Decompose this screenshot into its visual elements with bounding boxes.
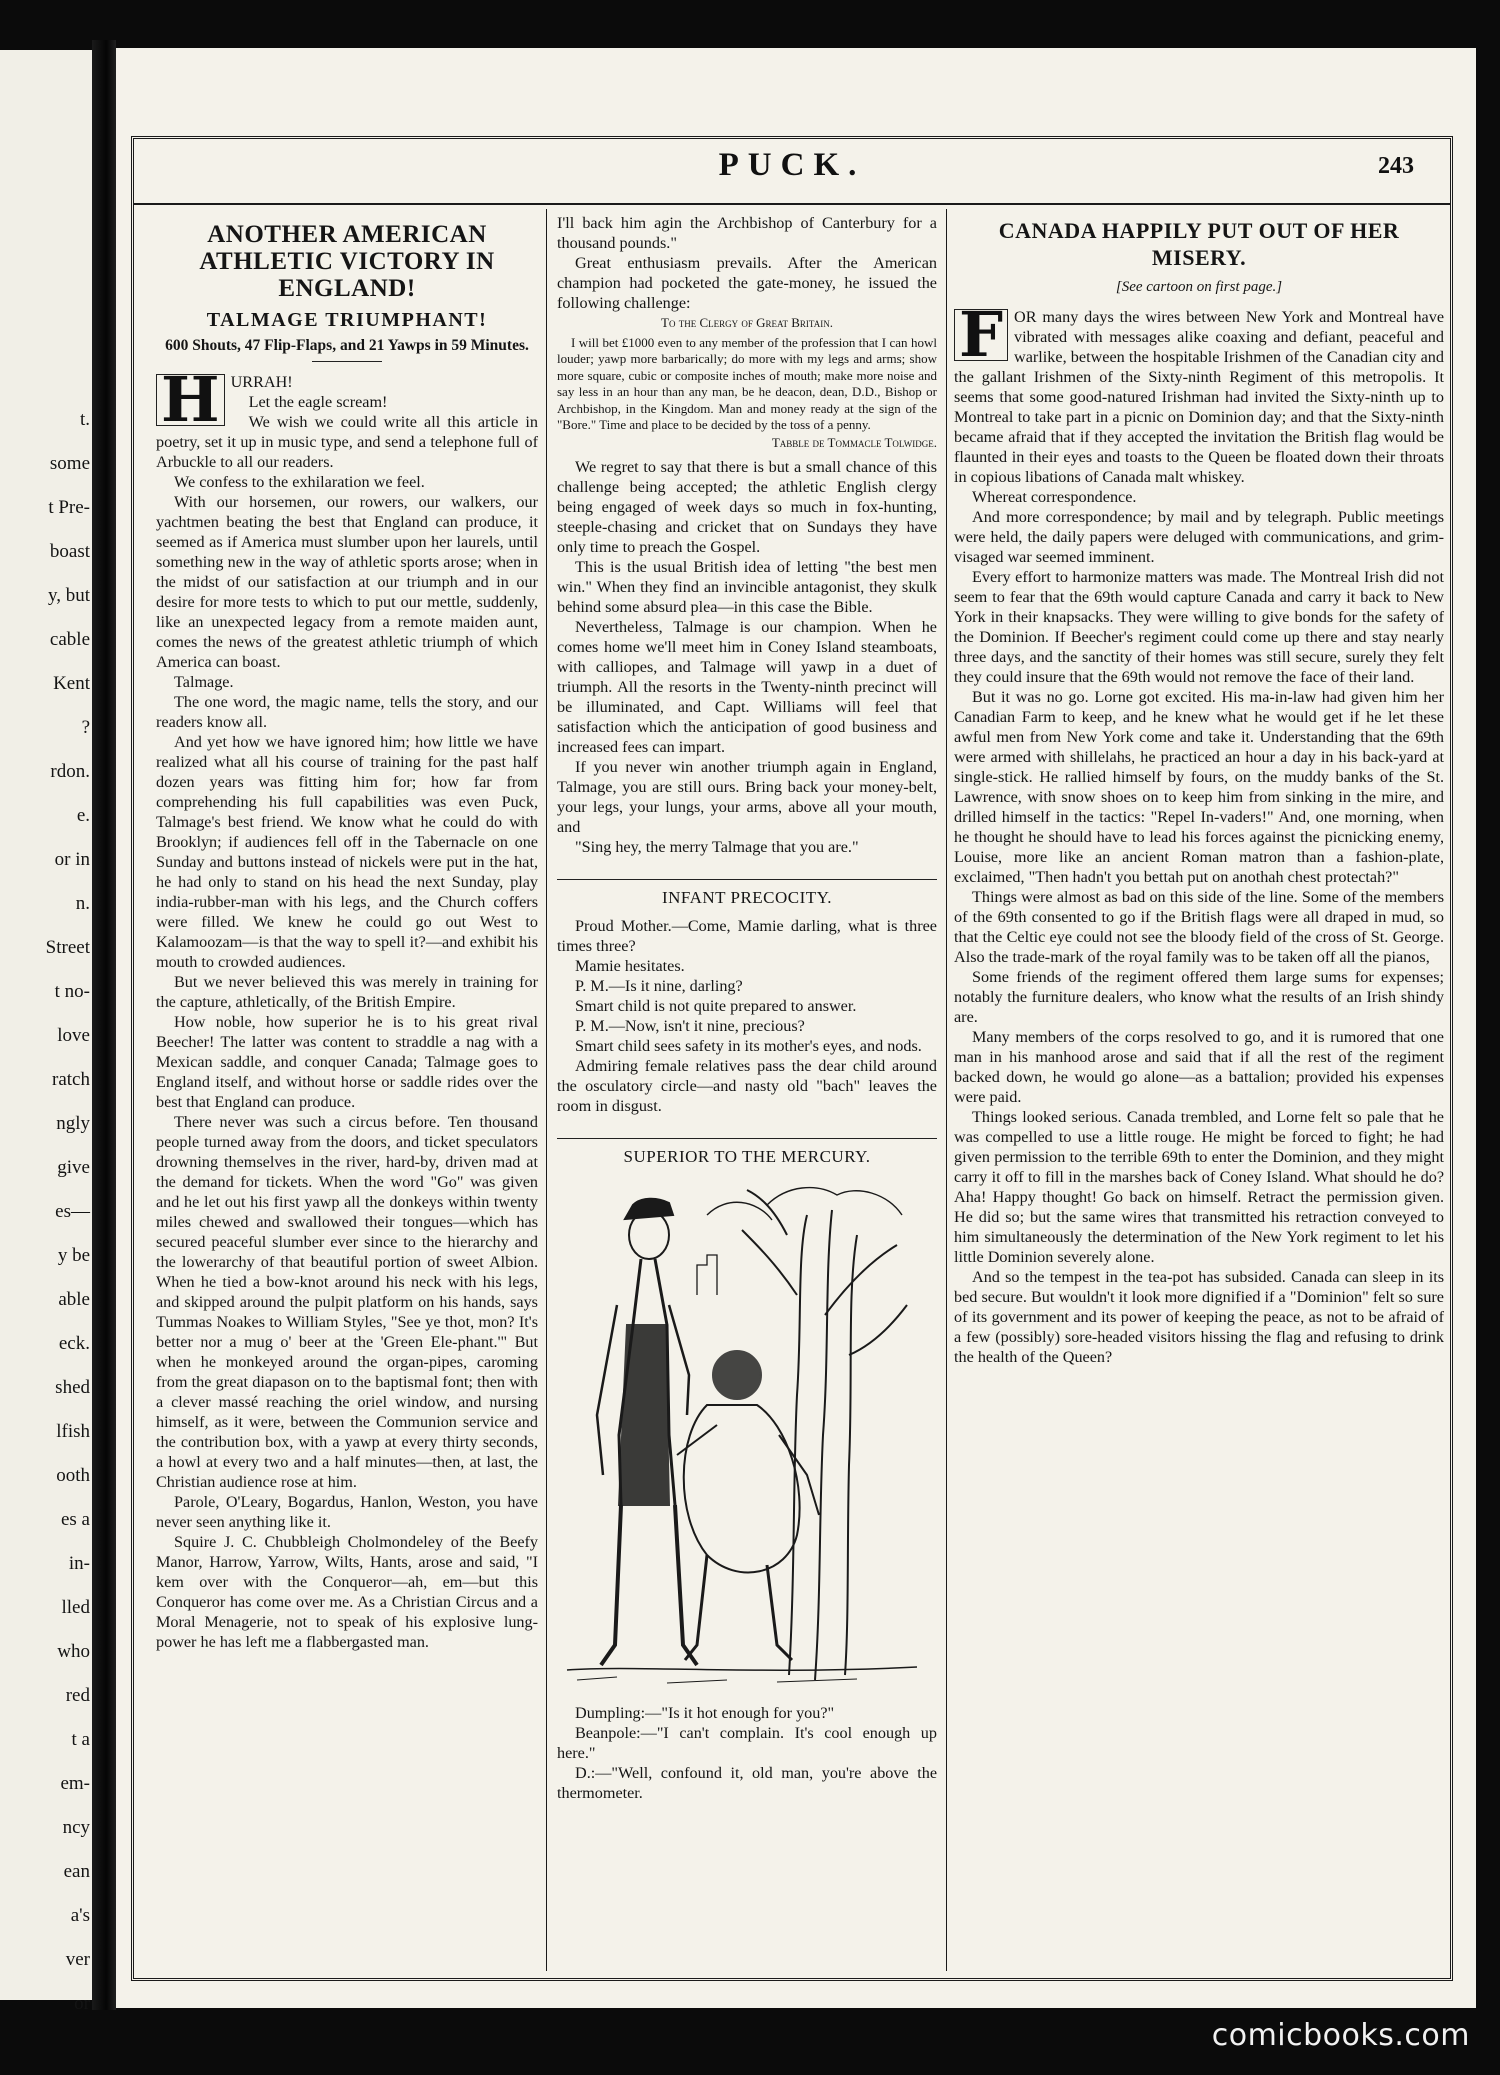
paragraph: Whereat correspondence.	[972, 488, 1137, 506]
adjacent-page-fragment: some	[49, 453, 90, 474]
adjacent-page-fragment: boast	[49, 541, 90, 562]
adjacent-page-fragment: ?	[81, 717, 90, 738]
paragraph: Some friends of the regiment offered them large sums for expenses; notably the furniture dealers, who know what the results of an Irish shindy are.	[954, 968, 1444, 1026]
adjacent-page-fragment: a's	[70, 1905, 90, 1926]
paragraph: Things were almost as bad on this side of the line. Some of the members of the 69th consented to go if the British flags were all draped in mud, so that the Celtic eye could not see the bloody field of the cross of St. George. Also the trade-mark of the royal family was to be taken off all the pianos,	[954, 888, 1444, 966]
cartoon-illustration	[557, 1175, 927, 1695]
drop-cap-h: H	[156, 374, 225, 426]
section-divider	[557, 1138, 937, 1139]
paragraph: We wish we could write all this article in poetry, set it up in music type, and send a telephone full of Arbuckle to all our readers.	[156, 413, 538, 471]
column-middle	[557, 213, 937, 1965]
paragraph: If you never win another triumph again in England, Talmage, you are still ours. Bring back your money-belt, your legs, your lungs, your arms, above all your mouth, and	[557, 758, 937, 836]
talmage-body	[156, 392, 538, 1652]
adjacent-page-fragment: ver	[65, 1949, 90, 1970]
paragraph: But we never believed this was merely in training for the capture, athletically, of the British Empire.	[156, 973, 538, 1011]
paragraph: Nevertheless, Talmage is our champion. When he comes home we'll meet him in Coney Island steamboats, with calliopes, and Talmage will yawp in a duet of triumph. All the resorts in the Twenty-ninth precinct will be illuminated, and Capt. Williams will feel that satisfaction which the anticipation of good business and increased fees can impart.	[557, 618, 937, 756]
divider	[312, 361, 382, 362]
paragraph: Squire J. C. Chubbleigh Cholmondeley of the Beefy Manor, Harrow, Yarrow, Wilts, Hants, arose and said, "I kem over with the Conqueror—ah, em—but this Conqueror has come over me. As a Christian Circus and a Moral Menagerie, not to speak of his explosive lung-power he has left me a flabbergasted man.	[156, 1533, 538, 1651]
paragraph: How noble, how superior he is to his great rival Beecher! The latter was content to straddle a nag with a Mexican saddle, and conquer Canada; Talmage goes to England itself, and without horse or saddle rides over the best that England can produce.	[156, 1013, 538, 1111]
challenge-block	[557, 315, 937, 451]
subhead-talmage: TALMAGE TRIUMPHANT!	[206, 309, 488, 331]
adjacent-page-strip	[0, 50, 94, 2014]
dialogue-line: Proud Mother.—Come, Mamie darling, what is three times three?	[557, 917, 937, 955]
masthead	[134, 139, 1450, 205]
adjacent-page-fragment: Street	[45, 937, 90, 958]
adjacent-page-fragment: t a	[71, 1729, 90, 1750]
paragraph: Many members of the corps resolved to go, and it is rumored that one man in his manhood arose and said that if all the rest of the regiment backed down, he would go alone—as a battalion; provided his expenses were paid.	[954, 1028, 1444, 1106]
paragraph: Parole, O'Leary, Bogardus, Hanlon, Weston, you have never seen anything like it.	[156, 1493, 538, 1531]
paragraph: And more correspondence; by mail and by telegraph. Public meetings were held, the daily papers were deluged with communications, and grim-visaged war seemed imminent.	[954, 508, 1444, 566]
paragraph: This is the usual British idea of letting "the best men win." When they find an invincible antagonist, they skulk behind some absurd plea—in this case the Bible.	[557, 558, 937, 616]
paragraph: Every effort to harmonize matters was made. The Montreal Irish did not seem to fear that the 69th would capture Canada and carry it back to New York in their knapsacks. They were willing to give bonds for the safety of the Dominion. If Beecher's regiment could come up there and stay nearly three days, and the sanctity of their homes was still secure, surely they felt they could insure that the 69th would not remove the face of their land.	[954, 568, 1444, 686]
adjacent-page-fragment: ngly	[56, 1113, 90, 1134]
deck-shouts: 600 Shouts, 47 Flip-Flaps, and 21 Yawps in 59 Minutes.	[165, 337, 529, 354]
dialogue-line: Mamie hesitates.	[575, 957, 685, 975]
adjacent-page-fragment: rdon.	[50, 761, 90, 782]
first-line: URRAH!	[230, 373, 293, 391]
adjacent-page-fragment: red	[65, 1685, 90, 1706]
paragraph: With our horsemen, our rowers, our walkers, our yachtmen beating the best that England can produce, it seemed as if America must slumber upon her laurels, until something new in the way of athletic sports arose; when in the midst of our satisfaction at our triumph and in our desire for more tests to which to put our mettle, suddenly, like an unexpected legacy from a remote maiden aunt, comes the news of the greatest athletic triumph of which America can boast.	[156, 493, 538, 671]
adjacent-page-fragment: ean	[63, 1861, 90, 1882]
watermark: comicbooks.com	[1211, 2018, 1470, 2053]
dialogue-line: P. M.—Is it nine, darling?	[575, 977, 743, 995]
caption-line: Dumpling:—"Is it hot enough for you?"	[575, 1704, 835, 1722]
adjacent-page-fragment: or in	[54, 849, 90, 870]
adjacent-page-fragment: es—	[55, 1201, 90, 1222]
adjacent-page-fragment: who	[57, 1641, 90, 1662]
paragraph: And so the tempest in the tea-pot has subsided. Canada can sleep in its bed secure. But wouldn't it look more dignified if a "Dominion" felt so sure of its government and its power of keeping the peace, as not to be afraid of a few (possibly) sore-headed visitors hissing the flag and refusing to drink the health of the Queen?	[954, 1268, 1444, 1366]
adjacent-page-fragment: lled	[61, 1597, 90, 1618]
mercury-title: SUPERIOR TO THE MERCURY.	[623, 1147, 871, 1166]
drop-cap-f: F	[954, 309, 1008, 361]
paragraph: We confess to the exhilaration we feel.	[174, 473, 425, 491]
challenge-signature: Tabble de Tommacle Tolwidge.	[771, 434, 937, 450]
dialogue-line: Smart child is not quite prepared to answer.	[575, 997, 857, 1015]
paragraph: Let the eagle scream!	[248, 393, 388, 411]
paragraph: There never was such a circus before. Ten thousand people turned away from the doors, and ticket speculators drowning themselves in the river, hard-by, driven mad at the demand for tickets. When the word "Go" was given and he let out his first yawp all the donkeys within twenty miles chewed and swallowed their tongues—which has secured peaceful slumber ever since to the hierarchy and the lowerarchy of that beautiful portion of sweet Albion. When he tied a bow-knot around his neck with his legs, and skipped around the pulpit platform on his hands, says Tummas Noakes to William Styles, "See ye thot, mon? It's better nor a mug o' beer at the 'Green Ele-phant.'" But when he monkeyed around the organ-pipes, caroming from the great diapason on to the baptismal font; then with a clever massé reaching the oriel window, and nursing himself, as it were, between the Communion service and the contribution box, with a yawp at every thirty seconds, a howl at every two and a half minutes—then, at last, the Christian audience rose at him.	[156, 1113, 538, 1491]
magazine-page	[116, 48, 1476, 2008]
dialogue-line: Smart child sees safety in its mother's eyes, and nods.	[575, 1037, 922, 1055]
challenge-heading: To the Clergy of Great Britain.	[661, 315, 833, 330]
caption-line: D.:—"Well, confound it, old man, you're above the thermometer.	[557, 1764, 937, 1802]
headline-canada: CANADA HAPPILY PUT OUT OF HER MISERY.	[998, 218, 1400, 270]
adjacent-page-fragment: able	[58, 1289, 90, 1310]
headline-athletic-victory: ANOTHER AMERICAN ATHLETIC VICTORY IN ENGLAND!	[199, 221, 495, 302]
paragraph-first	[954, 298, 1444, 487]
adjacent-page-fragment: t no-	[54, 981, 90, 1002]
paragraph: Great enthusiasm prevails. After the American champion had pocketed the gate-money, he issued the following challenge:	[557, 254, 937, 312]
adjacent-page-fragment: y, but	[47, 585, 90, 606]
paragraph: The one word, the magic name, tells the story, and our readers know all.	[156, 693, 538, 731]
adjacent-page-fragment: ooth	[56, 1465, 90, 1486]
column-talmage	[156, 213, 538, 1965]
adjacent-page-fragment: es a	[60, 1509, 90, 1530]
paragraph: And yet how we have ignored him; how little we have realized what all his course of training for the past half dozen years was fitting him for; how far from comprehending his full capabilities was even Puck, Talmage's best friend. We know what he could do with Brooklyn; if audiences fell off in the Tabernacle on one Sunday and buttons instead of nickels were put in the hat, he had only to stand on his head the next Sunday, play india-rubber-man with his legs, and the Church coffers were filled. We knew he could go out West to Kalamoozam—is that the way to spell it?—and exhibit his mouth to crowded audiences.	[156, 733, 538, 971]
infant-precocity-title: INFANT PRECOCITY.	[661, 888, 833, 907]
paragraph: We regret to say that there is but a small chance of this challenge being accepted; the athletic English clergy being engaged of week days so much in fox-hunting, steeple-chasing and cricket that on Sundays they have only time to preach the Gospel.	[557, 458, 937, 556]
adjacent-page-fragment: ncy	[62, 1817, 90, 1838]
adjacent-page-fragment: eck.	[58, 1333, 90, 1354]
adjacent-page-fragment: t.	[79, 409, 90, 430]
challenge-text: I will bet £1000 even to any member of the profession that I can howl louder; yawp more barbarically; do more with my legs and arms; show more square, cubic or composite inches of mouth; make more noise and say less in an hour than any man, be he deacon, dean, D.D., Bishop or Archbishop, in the Kingdom. Man and money ready at the sign of the "Bore." Time and place to be decided by the toss of a penny.	[557, 334, 937, 432]
dialogue-line: Admiring female relatives pass the dear child around the osculatory circle—and nasty old "bach" leaves the room in disgust.	[557, 1057, 937, 1115]
paragraph: I'll back him agin the Archbishop of Canterbury for a thousand pounds."	[557, 214, 937, 252]
page-frame	[131, 136, 1453, 1981]
masthead-title: PUCK.	[718, 147, 866, 183]
adjacent-page-fragment: y be	[57, 1245, 90, 1266]
first-paragraph-text: OR many days the wires between New York and Montreal have vibrated with messages alike coaxing and defiant, peaceful and warlike, between the hospitable Irishmen of the Canadian city and the gallant Irishmen of the Sixty-ninth Regiment of this metropolis. It seems that some good-natured Irishman had invited the Sixty-ninth up to Montreal to take part in a picnic on Dominion day; and that the Sixty-ninth became afraid that if they accepted the invitation the British flag would be flaunted in their eyes and toasts to the Queen be floated down their throats in copious libations of Canada malt whiskey.	[954, 308, 1444, 486]
adjacent-page-fragment: cable	[49, 629, 90, 650]
adjacent-page-fragment: love	[57, 1025, 90, 1046]
adjacent-page-fragment: in-	[68, 1553, 90, 1574]
adjacent-page-fragment: e.	[76, 805, 90, 826]
page-number: 243	[1378, 153, 1414, 179]
adjacent-page-fragment: t Pre-	[48, 497, 90, 518]
column-rule-2	[946, 209, 947, 1971]
paragraph: Things looked serious. Canada trembled, and Lorne felt so pale that he was compelled to use a little rouge. He might be forced to fight; he had given permission to the terrible 69th to enter the Dominion, and they might carry it off to fill in the marshes back of Coney Island. What should he do? Aha! Happy thought! Go back on himself. Retract the permission given. He did so; but the same wires that transmitted his retraction conveyed to him simultaneously the determination of the New York regiment to let his little Dominion severely alone.	[954, 1108, 1444, 1266]
adjacent-page-fragment: lfish	[56, 1421, 90, 1442]
column-canada	[954, 213, 1444, 1965]
adjacent-page-fragment: n.	[75, 893, 90, 914]
adjacent-page-fragment: give	[57, 1157, 90, 1178]
book-gutter	[92, 40, 116, 2010]
adjacent-page-fragment: or	[74, 1993, 90, 2014]
paragraph: But it was no go. Lorne got excited. His ma-in-law had given him her Canadian Farm to keep, and he knew what he would get if he let these awful men from New York come and take it. Understanding that the 69th were armed with shillelahs, he practiced an hour a day in his back-yard at single-stick. He rallied himself by fours, on the muddy banks of the St. Lawrence, with snow shoes on to keep him from sinking in the mire, and drilled himself in the tactics: "Repel In-vaders!" And, one morning, when he thought he should have to lead his forces against the picnicking enemy, Louise, more like an ancient Roman matron than a fashion-plate, exclaimed, "Then hadn't you bettah put on anothah chest protectah?"	[954, 688, 1444, 886]
paragraph: "Sing hey, the merry Talmage that you are."	[575, 838, 859, 856]
dialogue-line: P. M.—Now, isn't it nine, precious?	[575, 1017, 805, 1035]
adjacent-page-fragment: shed	[55, 1377, 90, 1398]
section-divider	[557, 879, 937, 880]
cartoon-note: [See cartoon on first page.]	[1115, 279, 1283, 295]
adjacent-page-fragment: ratch	[52, 1069, 90, 1090]
adjacent-page-fragment: em-	[60, 1773, 90, 1794]
adjacent-page-fragment: Kent	[53, 673, 90, 694]
column-rule-1	[546, 209, 547, 1971]
caption-line: Beanpole:—"I can't complain. It's cool enough up here."	[557, 1724, 937, 1762]
paragraph: Talmage.	[174, 673, 234, 691]
